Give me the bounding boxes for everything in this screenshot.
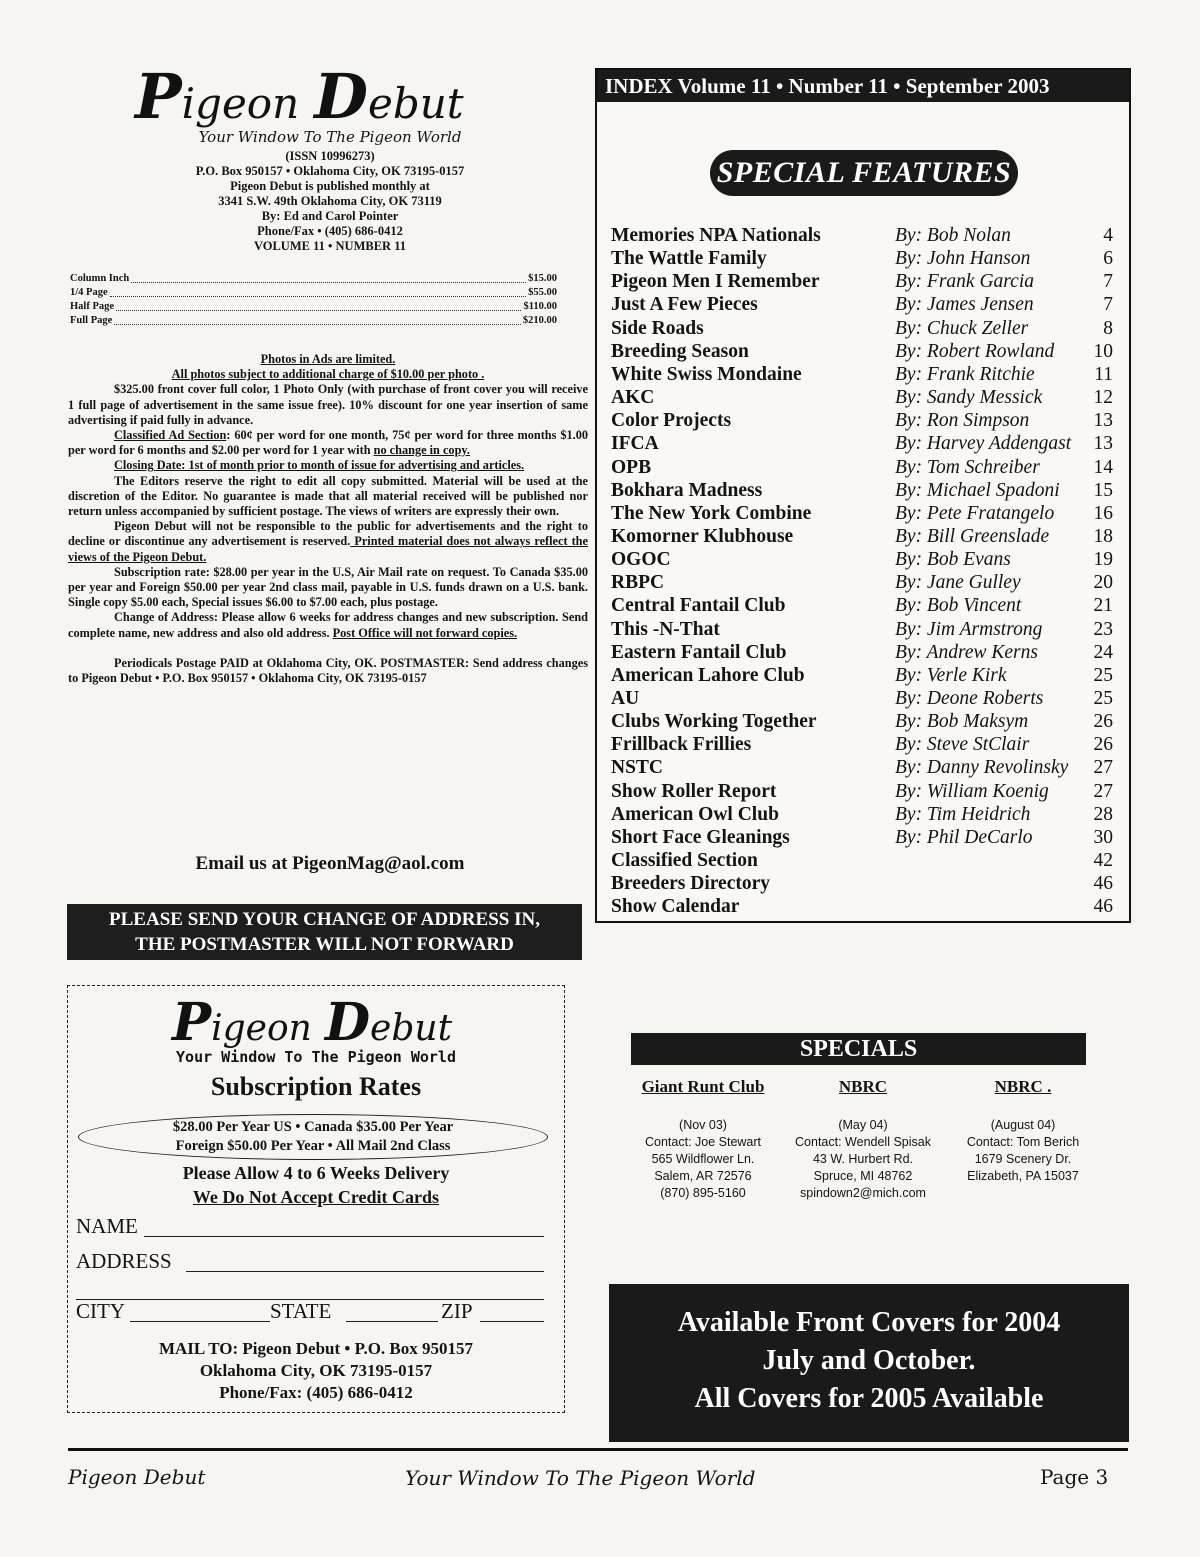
post-office-note: Post Office will not forward copies.	[332, 625, 518, 640]
index-entry-title: RBPC	[611, 572, 665, 594]
specials-club-heading: Giant Runt Club	[641, 1077, 765, 1096]
zip-field[interactable]	[480, 1321, 544, 1322]
index-entry-page: 16	[1093, 502, 1113, 524]
index-entry-title: Pigeon Men I Remember	[611, 271, 820, 293]
specials-column	[938, 1078, 1108, 1185]
change-address-terms: Change of Address: Please allow 6 weeks for address changes and new subscription. Send complete name, new address and also old address. Post Office will not forward copies.	[68, 610, 588, 640]
index-entry-title: White Swiss Mondaine	[611, 363, 802, 385]
city-field[interactable]	[130, 1321, 270, 1322]
index-entry	[597, 710, 1129, 733]
index-entry-title: Breeding Season	[611, 340, 749, 362]
special-features-badge: SPECIAL FEATURES	[710, 150, 1018, 196]
index-entry-page: 30	[1093, 826, 1113, 848]
leader-dots	[131, 272, 526, 283]
index-entry	[597, 340, 1129, 363]
classified-text: : 60¢ per word for one month, 75¢ per word for three months $1.00 per word for 6 months and $2.00 per word for 1 year with	[68, 428, 588, 458]
editors: By: Ed and Carol Pointer	[261, 209, 399, 223]
volume-number: VOLUME 11 • NUMBER 11	[253, 239, 407, 253]
specials-date: (August 04)	[990, 1118, 1056, 1132]
index-entry-title: Breeders Directory	[611, 873, 770, 895]
index-entry	[597, 548, 1129, 571]
state-label: STATE	[270, 1299, 332, 1323]
index-entry-title: NSTC	[611, 757, 664, 779]
index-entry-page: 13	[1093, 410, 1113, 432]
printed-material-note: Printed material does not always reflect the views of the Pigeon Debut.	[68, 534, 588, 564]
specials-header: SPECIALS	[631, 1033, 1086, 1065]
specials-club-heading: NBRC .	[994, 1077, 1052, 1096]
postmaster-banner-line2: THE POSTMASTER WILL NOT FORWARD	[135, 934, 514, 955]
coupon-tagline: Your Window To The Pigeon World	[176, 1048, 456, 1066]
specials-contact: Contact: Wendell Spisak	[795, 1135, 931, 1149]
specials-column	[618, 1078, 788, 1202]
issn: (ISSN 10996273)	[285, 149, 375, 163]
policy-text	[68, 352, 588, 686]
index-entry-title: This -N-That	[611, 618, 720, 640]
ad-rate-price: $210.00	[522, 315, 557, 326]
index-entry-page: 27	[1093, 757, 1113, 779]
index-entry	[597, 733, 1129, 756]
ad-rate-price: $55.00	[528, 287, 557, 298]
index-entry-author: By: William Koenig	[895, 780, 1049, 802]
covers-ad	[609, 1284, 1129, 1442]
index-entry-page: 25	[1093, 688, 1113, 709]
classified-terms	[68, 428, 588, 458]
ad-rate-price: $110.00	[523, 301, 557, 312]
index-entry-title: The New York Combine	[611, 502, 812, 524]
mailing-address: P.O. Box 950157 • Oklahoma City, OK 73195-0157	[195, 164, 465, 178]
index-entry-title: Clubs Working Together	[611, 711, 817, 733]
coupon-mail-to-line: MAIL TO: Pigeon Debut • P.O. Box 950157	[158, 1339, 474, 1358]
index-header: INDEX Volume 11 • Number 11 • September 2003	[597, 70, 1129, 102]
index-entry-title: Color Projects	[611, 410, 732, 432]
index-entry-author: By: Tom Schreiber	[895, 456, 1040, 478]
index-entry-page: 27	[1093, 780, 1113, 802]
specials-contact: Contact: Joe Stewart	[644, 1135, 762, 1149]
index-entry-page: 14	[1093, 456, 1113, 478]
index-entry	[597, 664, 1129, 687]
index-entry	[597, 756, 1129, 779]
zip-label: ZIP	[441, 1299, 473, 1323]
index-entry	[597, 247, 1129, 270]
leader-dots	[116, 300, 521, 311]
coupon-delivery: Please Allow 4 to 6 Weeks Delivery	[182, 1163, 450, 1183]
logo-letter-p: P	[135, 60, 182, 133]
index-box	[595, 68, 1131, 923]
index-entry-title: Classified Section	[611, 850, 758, 872]
index-entry	[597, 849, 1129, 872]
leader-dots	[110, 286, 527, 297]
index-entry-title: AU	[611, 688, 640, 709]
index-entry	[597, 895, 1129, 918]
index-entry	[597, 803, 1129, 826]
ad-rate-row	[70, 272, 557, 286]
index-entry-title: Just A Few Pieces	[611, 294, 758, 316]
index-entry-author: By: Bill Greenslade	[895, 525, 1050, 547]
ad-rate-label: Column Inch	[70, 273, 130, 284]
address-label: ADDRESS	[76, 1249, 172, 1273]
index-entry	[597, 641, 1129, 664]
address-field[interactable]	[186, 1271, 544, 1272]
index-entry-title: AKC	[611, 387, 655, 409]
index-entry	[597, 479, 1129, 502]
front-cover-terms: $325.00 front cover full color, 1 Photo Only (with purchase of front cover you will receive 1 full page of advertisement in the same issue free). 10% discount for one year insertion of same advertising if paid fully in advance.	[68, 382, 588, 427]
index-entry-page: 46	[1093, 873, 1113, 895]
masthead-logo	[135, 60, 464, 133]
specials-city-line: Elizabeth, PA 15037	[967, 1169, 1079, 1183]
index-entry-page: 19	[1093, 549, 1113, 571]
index-entry-page: 15	[1093, 479, 1113, 501]
index-entry-page: 6	[1103, 248, 1113, 270]
index-entry-author: By: Harvey Addengast	[895, 433, 1072, 455]
index-entry-author: By: Bob Evans	[895, 549, 1011, 571]
index-entry-author: By: Bob Maksym	[895, 711, 1029, 733]
specials-date: (May 04)	[838, 1118, 888, 1132]
responsibility-terms: Pigeon Debut will not be responsible to the public for advertisements and the right to decline or discontinue any advertisement is reserved. Printed material does not always reflect the views of the Pigeon Debut.	[68, 519, 588, 564]
index-entry-title: American Owl Club	[611, 803, 779, 825]
index-entry	[597, 409, 1129, 432]
photos-limited: Photos in Ads are limited.	[260, 352, 396, 366]
footer-right: Page 3	[1040, 1465, 1109, 1489]
index-entry-title: Frillback Frillies	[611, 734, 752, 756]
index-entry-author: By: Pete Fratangelo	[895, 502, 1055, 524]
specials-contact: Contact: Tom Berich	[966, 1135, 1080, 1149]
photos-charge: All photos subject to additional charge of $10.00 per photo .	[171, 367, 485, 382]
index-entry-author: By: Ron Simpson	[895, 410, 1030, 432]
coupon-mail-to	[68, 1338, 564, 1404]
index-entry-author: By: Frank Ritchie	[895, 363, 1035, 385]
index-entry-author: By: Jane Gulley	[895, 572, 1021, 594]
logo-word-ebut: ebut	[368, 79, 464, 128]
index-entry-title: Show Calendar	[611, 896, 740, 918]
index-entry	[597, 571, 1129, 594]
coupon-delivery-notes	[68, 1161, 564, 1209]
index-entry	[597, 780, 1129, 803]
index-entry-page: 12	[1093, 387, 1113, 409]
specials-club-heading: NBRC	[838, 1077, 888, 1096]
index-entry-author: By: Bob Nolan	[895, 225, 1011, 246]
street-address: 3341 S.W. 49th Oklahoma City, OK 73119	[218, 194, 442, 208]
index-entry-author: By: Steve StClair	[895, 734, 1030, 756]
index-entry-title: Central Fantail Club	[611, 595, 786, 617]
index-entry	[597, 594, 1129, 617]
index-entry	[597, 386, 1129, 409]
index-entry-page: 23	[1093, 618, 1113, 640]
coupon-rates-oval	[78, 1114, 548, 1160]
index-entry-author: By: Chuck Zeller	[895, 317, 1029, 339]
postmaster-banner-line1: PLEASE SEND YOUR CHANGE OF ADDRESS IN,	[109, 909, 540, 930]
ad-rate-label: Full Page	[70, 315, 113, 326]
index-entry	[597, 270, 1129, 293]
coupon-phone-line: Phone/Fax: (405) 686-0412	[219, 1383, 413, 1402]
index-entry	[597, 872, 1129, 895]
index-entry-page: 21	[1093, 595, 1113, 617]
coupon-rates-line1: $28.00 Per Year US • Canada $35.00 Per Year	[172, 1119, 454, 1135]
index-entry-title: OGOC	[611, 549, 671, 571]
index-entry-author: By: John Hanson	[895, 248, 1031, 270]
subscription-terms: Subscription rate: $28.00 per year in the U.S, Air Mail rate on request. To Canada $35.00 per year and Foreign $50.00 per year 2nd class mail, payable in U.S. funds drawn on a U.S. bank. Single copy $5.00 each, Special issues $6.00 to $7.00 each, plus postage.	[68, 564, 588, 610]
index-entry-author: By: Michael Spadoni	[895, 479, 1060, 501]
editors-reserve: The Editors reserve the right to edit all copy submitted. Material will be used at the discretion of the Editor. No guarantee is made that all material received will be published nor return unless accompanied by sufficient postage. The views of writers are expressly their own.	[68, 473, 588, 519]
index-entry-page: 46	[1093, 896, 1113, 918]
specials-address-line: 43 W. Hurbert Rd.	[812, 1152, 914, 1166]
index-entry	[597, 317, 1129, 340]
index-entry-page: 4	[1103, 225, 1113, 246]
specials-address-line: 1679 Scenery Dr.	[974, 1152, 1072, 1166]
ad-rate-price: $15.00	[528, 273, 557, 284]
index-entry-author: By: James Jensen	[895, 294, 1034, 316]
index-entry	[597, 432, 1129, 455]
index-entry-author: By: Jim Armstrong	[895, 618, 1043, 640]
phone-fax: Phone/Fax • (405) 686-0412	[257, 224, 403, 238]
index-entry-title: Eastern Fantail Club	[611, 641, 787, 663]
index-entry-author: By: Phil DeCarlo	[895, 826, 1033, 848]
index-entry-page: 13	[1093, 433, 1113, 455]
index-entry-page: 24	[1093, 641, 1113, 663]
ad-rate-label: 1/4 Page	[70, 287, 108, 298]
index-entry	[597, 687, 1129, 710]
ad-rates-list	[70, 272, 557, 328]
index-entry-title: Short Face Gleanings	[611, 826, 790, 848]
coupon-credit-note: We Do Not Accept Credit Cards	[192, 1187, 440, 1207]
covers-line2: July and October.	[762, 1345, 976, 1376]
specials-city-line: Salem, AR 72576	[654, 1169, 752, 1183]
index-entry-author: By: Bob Vincent	[895, 595, 1022, 617]
index-entry-author: By: Deone Roberts	[895, 688, 1044, 709]
index-entry-page: 42	[1093, 850, 1113, 872]
index-entry-author: By: Frank Garcia	[895, 271, 1034, 293]
ad-rate-row	[70, 300, 557, 314]
masthead-tagline: Your Window To The Pigeon World	[198, 128, 462, 146]
postmaster-banner	[67, 904, 582, 960]
index-entry-page: 11	[1094, 363, 1113, 385]
specials-address-line: 565 Wildflower Ln.	[651, 1152, 755, 1166]
index-entry-title: Komorner Klubhouse	[611, 525, 794, 547]
footer-left: Pigeon Debut	[68, 1465, 206, 1489]
index-entry-title: IFCA	[611, 433, 659, 455]
index-entry-author: By: Andrew Kerns	[895, 641, 1038, 663]
index-entry-page: 28	[1093, 803, 1113, 825]
logo-letter-d: D	[314, 60, 368, 133]
index-entry-page: 7	[1103, 294, 1113, 316]
specials-city-line: Spruce, MI 48762	[813, 1169, 913, 1183]
index-entry	[597, 618, 1129, 641]
logo-word-igeon: igeon	[181, 79, 300, 128]
coupon-city-line: Oklahoma City, OK 73195-0157	[199, 1361, 433, 1380]
index-entry-page: 7	[1103, 271, 1113, 293]
email-contact: Email us at PigeonMag@aol.com	[195, 853, 465, 874]
specials-extra-line: spindown2@mich.com	[800, 1186, 926, 1200]
coupon-rates-line2: Foreign $50.00 Per Year • All Mail 2nd Class	[175, 1138, 451, 1154]
index-entry-author: By: Verle Kirk	[895, 664, 1007, 686]
index-entry-author: By: Sandy Messick	[895, 387, 1043, 409]
index-entry-title: Bokhara Madness	[611, 479, 763, 501]
index-entry-title: OPB	[611, 456, 652, 478]
classified-label: Classified Ad Section	[114, 428, 227, 443]
name-label: NAME	[76, 1214, 138, 1238]
specials-date: (Nov 03)	[679, 1118, 727, 1132]
footer-rule	[68, 1448, 1128, 1451]
ad-rate-label: Half Page	[70, 301, 115, 312]
name-field[interactable]	[144, 1236, 544, 1237]
index-entry	[597, 826, 1129, 849]
index-entry	[597, 224, 1129, 247]
specials-column	[778, 1078, 948, 1202]
subscription-coupon	[67, 985, 565, 1413]
ad-rate-row	[70, 314, 557, 328]
index-entry-author: By: Tim Heidrich	[895, 803, 1031, 825]
index-entry-page: 8	[1103, 317, 1113, 339]
index-entry	[597, 363, 1129, 386]
city-label: CITY	[76, 1299, 125, 1323]
specials-extra-line: (870) 895-5160	[660, 1186, 746, 1200]
index-entry-title: Side Roads	[611, 317, 704, 339]
coupon-title: Subscription Rates	[210, 1072, 422, 1101]
index-entry-author: By: Robert Rowland	[895, 340, 1055, 362]
masthead-info	[70, 149, 590, 254]
covers-line1: Available Front Covers for 2004	[677, 1307, 1061, 1338]
coupon-logo: Pigeon Debut	[172, 992, 453, 1053]
leader-dots	[114, 314, 521, 325]
index-entry-page: 25	[1093, 664, 1113, 686]
index-entry	[597, 293, 1129, 316]
footer-center: Your Window To The Pigeon World	[405, 1466, 756, 1490]
index-entry-title: American Lahore Club	[611, 664, 805, 686]
index-entry-title: Memories NPA Nationals	[611, 225, 821, 246]
index-entry-title: Show Roller Report	[611, 780, 777, 802]
index-entry-title: The Wattle Family	[611, 248, 767, 270]
published-note: Pigeon Debut is published monthly at	[230, 179, 430, 193]
index-entry-page: 10	[1093, 340, 1113, 362]
index-entry-page: 20	[1093, 572, 1113, 594]
index-entry-author: By: Danny Revolinsky	[895, 757, 1069, 779]
closing-date: Closing Date: 1st of month prior to month of issue for advertising and articles.	[114, 458, 525, 473]
classified-tail: no change in copy.	[373, 443, 470, 458]
state-field[interactable]	[346, 1321, 438, 1322]
index-entry	[597, 502, 1129, 525]
index-entry	[597, 456, 1129, 479]
periodicals-postage: Periodicals Postage PAID at Oklahoma City, OK. POSTMASTER: Send address changes to Pigeon Debut • P.O. Box 950157 • Oklahoma City, OK 73195-0157	[68, 655, 588, 686]
index-entry-page: 18	[1093, 525, 1113, 547]
ad-rate-row	[70, 286, 557, 300]
index-entry	[597, 525, 1129, 548]
index-entry-page: 26	[1093, 711, 1113, 733]
index-entry-page: 26	[1093, 734, 1113, 756]
covers-line3: All Covers for 2005 Available	[694, 1383, 1044, 1414]
